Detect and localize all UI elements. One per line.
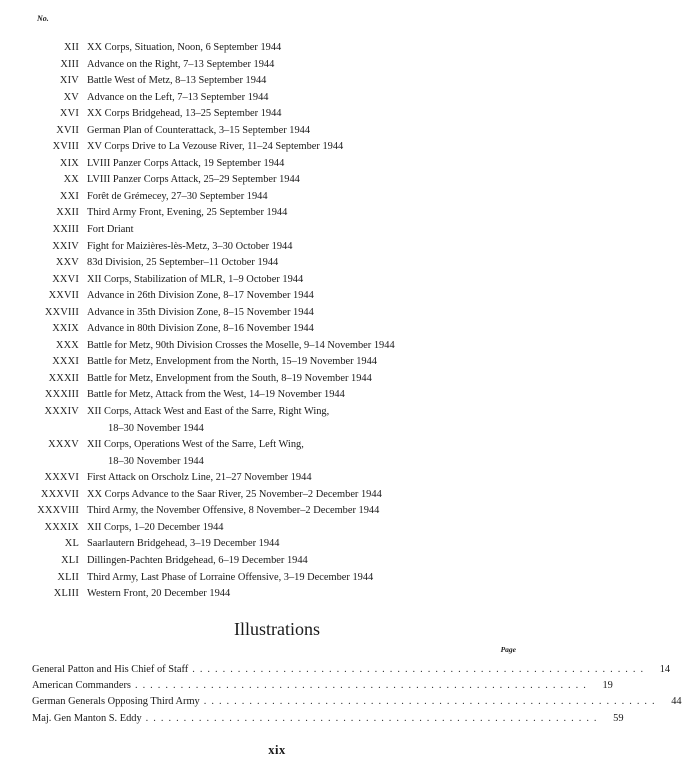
map-number: XXII <box>56 207 79 219</box>
map-title <box>87 387 554 404</box>
map-title-line: Forêt de Grémecey, 27–30 September 1944 <box>87 190 268 202</box>
map-title-line: Saarlautern Bridgehead, 3–19 December 1944 <box>87 538 280 550</box>
map-title <box>87 338 554 355</box>
illustration-page: 19 <box>602 680 613 692</box>
map-entry <box>0 321 554 338</box>
map-entry <box>0 387 554 404</box>
map-title <box>87 123 554 140</box>
map-entry <box>0 520 554 537</box>
map-number: XXVI <box>52 273 79 285</box>
map-number: XXXVII <box>40 488 79 500</box>
map-title-line: First Attack on Orscholz Line, 21–27 November 1944 <box>87 472 312 484</box>
map-entry <box>0 57 554 74</box>
map-number: XXXIII <box>44 389 79 401</box>
illustration-page: 44 <box>671 696 682 708</box>
map-title-line: Advance in 80th Division Zone, 8–16 November 1944 <box>87 323 314 335</box>
map-title <box>87 487 554 504</box>
map-number: XXI <box>59 190 79 202</box>
map-entry <box>0 189 554 206</box>
map-entry <box>0 338 554 355</box>
map-entry <box>0 437 554 470</box>
map-title <box>87 106 554 123</box>
map-number: XXXIX <box>44 521 79 533</box>
illustration-entry <box>32 711 624 727</box>
column-label-no: No. <box>37 14 49 23</box>
map-title-line: XX Corps Bridgehead, 13–25 September 1944 <box>87 108 282 120</box>
map-title <box>87 40 554 57</box>
map-title-line: XX Corps Advance to the Saar River, 25 November–2 December 1944 <box>87 488 382 500</box>
map-entry <box>0 106 554 123</box>
map-entry <box>0 354 554 371</box>
map-number: XX <box>63 174 79 186</box>
map-entry <box>0 40 554 57</box>
map-title-line: Battle for Metz, 90th Division Crosses the Moselle, 9–14 November 1944 <box>87 339 395 351</box>
map-number: XXXVI <box>44 472 79 484</box>
map-title <box>87 536 554 553</box>
map-entry <box>0 73 554 90</box>
map-entry <box>0 305 554 322</box>
map-entry <box>0 172 554 189</box>
map-number: XVIII <box>52 141 79 153</box>
map-entry <box>0 255 554 272</box>
map-number: XVI <box>59 108 79 120</box>
map-number: XXIV <box>52 240 79 252</box>
map-number: XXIX <box>52 323 79 335</box>
illustration-page: 59 <box>613 712 624 724</box>
illustration-title: American Commanders <box>32 680 131 692</box>
map-title-line: Battle West of Metz, 8–13 September 1944 <box>87 75 267 87</box>
map-number: XLIII <box>53 588 79 600</box>
map-title <box>87 255 554 272</box>
column-label-page: Page <box>500 645 516 654</box>
map-entry <box>0 139 554 156</box>
map-title-line: XX Corps, Situation, Noon, 6 September 1944 <box>87 42 282 53</box>
dot-leader: ............................................................ <box>134 680 591 692</box>
map-title-line: Western Front, 20 December 1944 <box>87 588 231 600</box>
map-title-line: Battle for Metz, Envelopment from the North, 15–19 November 1944 <box>87 356 378 368</box>
map-number: XV <box>63 91 79 103</box>
illustration-title: German Generals Opposing Third Army <box>32 696 200 708</box>
map-title-continuation: 18–30 November 1944 <box>108 422 204 434</box>
map-entry <box>0 570 554 587</box>
illustration-entry <box>32 662 671 678</box>
map-entry <box>0 586 554 603</box>
map-title <box>87 520 554 537</box>
map-number: XXXVIII <box>37 505 79 517</box>
map-title-line: Advance on the Left, 7–13 September 1944 <box>87 91 269 103</box>
map-title-line: XII Corps, Stabilization of MLR, 1–9 October 1944 <box>87 273 304 285</box>
map-entry <box>0 272 554 289</box>
map-title-line: Fort Driant <box>87 224 134 236</box>
map-title <box>87 321 554 338</box>
map-title-line: Advance in 35th Division Zone, 8–15 November 1944 <box>87 306 314 318</box>
map-entry <box>0 156 554 173</box>
map-title-line: Battle for Metz, Envelopment from the South, 8–19 November 1944 <box>87 372 372 384</box>
map-entry <box>0 503 554 520</box>
map-title <box>87 586 554 603</box>
map-entry <box>0 205 554 222</box>
map-entry <box>0 123 554 140</box>
dot-leader: ............................................................ <box>203 696 660 708</box>
illustration-title: Maj. Gen Manton S. Eddy <box>32 712 142 724</box>
map-number: XXIII <box>52 224 79 236</box>
map-title <box>87 371 554 388</box>
map-entry <box>0 288 554 305</box>
map-title <box>87 172 554 189</box>
map-title-line: Third Army, Last Phase of Lorraine Offensive, 3–19 December 1944 <box>87 571 374 583</box>
map-number: XII <box>63 42 79 53</box>
map-number: XIV <box>59 75 79 87</box>
map-title-line: Advance in 26th Division Zone, 8–17 November 1944 <box>87 290 314 302</box>
map-entry <box>0 90 554 107</box>
map-entry <box>0 239 554 256</box>
map-title <box>87 139 554 156</box>
map-number: XL <box>64 538 79 550</box>
illustration-entry <box>32 694 682 710</box>
map-entry <box>0 536 554 553</box>
map-title <box>87 437 554 470</box>
map-title <box>87 305 554 322</box>
map-number: XXVIII <box>44 306 79 318</box>
maps-list <box>0 40 554 603</box>
map-title-line: German Plan of Counterattack, 3–15 September 1944 <box>87 124 311 136</box>
map-title-line: Fight for Maizières-lès-Metz, 3–30 October 1944 <box>87 240 293 252</box>
map-title-continuation: 18–30 November 1944 <box>108 455 204 467</box>
map-title <box>87 73 554 90</box>
map-entry <box>0 222 554 239</box>
dot-leader: ............................................................ <box>145 712 602 724</box>
illustrations-list <box>32 662 682 727</box>
map-number: XIII <box>60 58 79 70</box>
map-title <box>87 205 554 222</box>
page-number: xix <box>268 743 286 757</box>
map-number: XLI <box>61 554 79 566</box>
dot-leader: ............................................................ <box>192 664 649 675</box>
map-title-line: XII Corps, Operations West of the Sarre, Left Wing, <box>87 439 304 451</box>
map-title-line: 83d Division, 25 September–11 October 1944 <box>87 257 279 269</box>
map-title <box>87 470 554 487</box>
illustration-entry <box>32 678 613 694</box>
map-entry <box>0 553 554 570</box>
map-number: XIX <box>59 157 79 169</box>
map-title <box>87 570 554 587</box>
map-title <box>87 354 554 371</box>
map-title-line: LVIII Panzer Corps Attack, 25–29 September 1944 <box>87 174 300 186</box>
map-title <box>87 90 554 107</box>
map-title <box>87 239 554 256</box>
map-entry <box>0 487 554 504</box>
map-entry <box>0 371 554 388</box>
map-number: XLII <box>57 571 79 583</box>
map-title <box>87 272 554 289</box>
map-number: XXVII <box>48 290 79 302</box>
map-number: XXXI <box>52 356 79 368</box>
map-title <box>87 57 554 74</box>
map-number: XXXV <box>48 439 79 451</box>
map-title <box>87 156 554 173</box>
map-title <box>87 503 554 520</box>
illustrations-heading: Illustrations <box>234 619 320 639</box>
map-title-line: Third Army, the November Offensive, 8 November–2 December 1944 <box>87 505 380 517</box>
map-title <box>87 189 554 206</box>
map-number: XVII <box>56 124 79 136</box>
map-title-line: LVIII Panzer Corps Attack, 19 September 1944 <box>87 157 285 169</box>
map-title-line: Battle for Metz, Attack from the West, 14–19 November 1944 <box>87 389 345 401</box>
map-entry <box>0 404 554 437</box>
map-title <box>87 404 554 437</box>
map-entry <box>0 470 554 487</box>
map-title <box>87 288 554 305</box>
map-title-line: Third Army Front, Evening, 25 September 1944 <box>87 207 288 219</box>
map-number: XXV <box>55 257 79 269</box>
map-title-line: XV Corps Drive to La Vezouse River, 11–24 September 1944 <box>87 141 344 153</box>
illustration-title: General Patton and His Chief of Staff <box>32 664 189 675</box>
map-number: XXX <box>55 339 79 351</box>
map-title <box>87 222 554 239</box>
map-number: XXXIV <box>44 406 79 418</box>
map-title-line: XII Corps, Attack West and East of the Sarre, Right Wing, <box>87 406 330 418</box>
map-number: XXXII <box>48 372 79 384</box>
map-title-line: Dillingen-Pachten Bridgehead, 6–19 December 1944 <box>87 554 308 566</box>
map-title-line: Advance on the Right, 7–13 September 1944 <box>87 58 275 70</box>
map-title <box>87 553 554 570</box>
illustration-page: 14 <box>659 664 671 675</box>
map-title-line: XII Corps, 1–20 December 1944 <box>87 521 224 533</box>
